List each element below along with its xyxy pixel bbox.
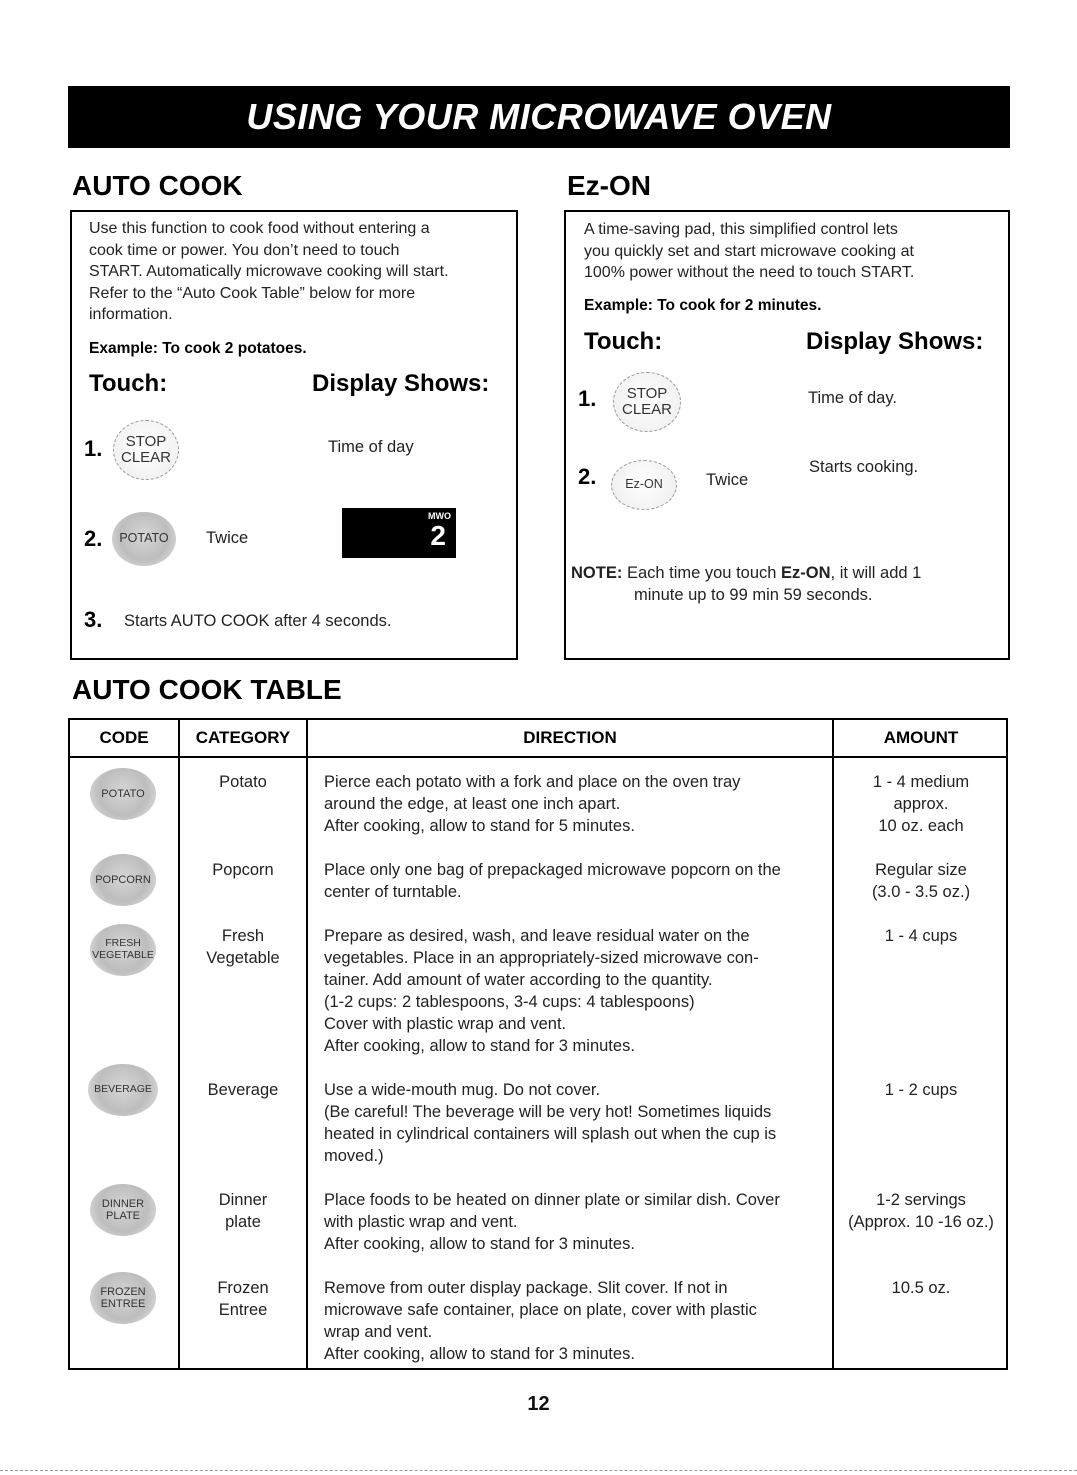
direction-line: After cooking, allow to stand for 3 minutes. [324,1235,635,1253]
step-number: 2. [84,526,103,551]
amount-line: 1 - 4 medium [872,773,970,791]
touch-heading: Touch: [89,370,168,397]
row-direction [324,859,781,903]
pad-label: FROZEN [100,1285,146,1298]
category-line: Beverage [207,1081,279,1099]
desc-line: START. Automatically microwave cooking will start. [89,263,449,280]
row-amount [834,1277,1008,1299]
row-direction [324,1079,776,1167]
frozen-entree-pad-icon [90,1272,156,1324]
row-category [180,925,306,969]
row-amount [834,1079,1008,1101]
page-number: 12 [527,1393,550,1415]
ez-on-description [584,219,914,284]
beverage-pad-icon [88,1064,158,1116]
ez-on-pad-icon [611,460,677,510]
pad-label: STOP [125,432,167,450]
popcorn-pad-icon [90,854,156,906]
note-label: NOTE: [571,564,623,582]
category-line: Entree [218,1301,268,1319]
page-banner [68,86,1010,148]
amount-line: (Approx. 10 -16 oz.) [848,1213,994,1231]
direction-line: tainer. Add amount of water according to the quantity. [324,971,713,989]
direction-line: center of turntable. [324,883,462,901]
potato-pad-icon [112,512,176,566]
direction-line: Pierce each potato with a fork and place on the oven tray [324,773,741,791]
auto-cook-example: Example: To cook 2 potatoes. [89,340,307,357]
direction-line: Cover with plastic wrap and vent. [324,1015,567,1033]
stop-clear-pad-icon [113,420,179,480]
amount-line: 10 oz. each [878,817,964,835]
row-amount [834,859,1008,903]
pad-label: DINNER [101,1197,145,1210]
auto-cook-table-title: AUTO COOK TABLE [72,674,342,705]
desc-line: Use this function to cook food without entering a [89,220,430,237]
direction-line: (1-2 cups: 2 tablespoons, 3-4 cups: 4 tablespoons) [324,993,695,1011]
direction-line: Place foods to be heated on dinner plate or similar dish. Cover [324,1191,780,1209]
pad-label: BEVERAGE [94,1083,152,1096]
header-direction: DIRECTION [523,728,617,747]
step-number: 1. [578,386,597,411]
pad-label: CLEAR [621,401,673,418]
amount-line: Regular size [875,861,967,879]
fresh-vegetable-pad-icon [90,924,156,976]
row-amount [834,1189,1008,1233]
row-category [180,771,306,793]
step-number: 3. [84,607,103,632]
footer-rule [0,1470,1077,1471]
header-amount: AMOUNT [883,728,959,747]
ez-on-note-line2: minute up to 99 min 59 seconds. [634,586,873,604]
desc-line: A time-saving pad, this simplified control lets [584,221,898,238]
display-shows-heading: Display Shows: [806,328,984,355]
display-starts-cooking: Starts cooking. [809,458,919,476]
row-category [180,1189,306,1233]
amount-line: 1 - 2 cups [884,1081,958,1099]
pad-label: STOP [626,384,668,402]
pad-label: CLEAR [120,449,172,466]
note-text: Each time you touch [626,564,782,582]
direction-line: vegetables. Place in an appropriately-sized microwave con- [324,949,759,967]
pad-label: ENTREE [100,1298,146,1310]
row-category [180,859,306,881]
desc-line: information. [89,306,173,323]
note-emphasis: Ez-ON [781,564,831,582]
amount-line: 1 - 4 cups [884,927,958,945]
pad-label: Ez-ON [625,477,663,492]
pad-label: POPCORN [95,873,151,886]
auto-cook-description [89,218,449,326]
amount-line: 10.5 oz. [891,1279,951,1297]
direction-line: (Be careful! The beverage will be very hot! Sometimes liquids [324,1103,772,1121]
row-category [180,1277,306,1321]
category-line: plate [225,1213,261,1231]
step-number: 2. [578,464,597,489]
row-amount [834,771,1008,837]
display-shows-heading: Display Shows: [312,370,490,397]
pad-label: VEGETABLE [92,949,154,961]
auto-cook-table [68,718,1008,1370]
direction-line: Prepare as desired, wash, and leave residual water on the [324,927,750,945]
category-line: Fresh [221,927,265,945]
ez-on-title: Ez-ON [567,170,651,201]
desc-line: cook time or power. You don’t need to touch [89,241,400,259]
direction-line: moved.) [324,1147,384,1165]
display-time-of-day: Time of day [328,438,414,456]
row-category [180,1079,306,1101]
display-digit: 2 [430,520,446,551]
category-line: Frozen [217,1279,269,1297]
header-code: CODE [99,728,149,747]
ez-on-note [571,564,921,583]
direction-line: with plastic wrap and vent. [324,1213,518,1231]
direction-line: After cooking, allow to stand for 3 minutes. [324,1037,635,1055]
category-line: Popcorn [212,861,274,879]
pad-label: PLATE [105,1210,141,1222]
category-line: Vegetable [206,949,280,967]
stop-clear-pad-icon [613,372,681,432]
desc-line: 100% power without the need to touch START. [584,264,915,281]
category-line: Potato [219,773,267,791]
row-direction [324,1277,757,1365]
touch-heading: Touch: [584,328,663,355]
step-text: Starts AUTO COOK after 4 seconds. [124,612,392,630]
header-category: CATEGORY [195,728,291,747]
step-action: Twice [206,529,249,547]
step-action: Twice [706,471,749,489]
header-divider [70,756,1006,758]
desc-line: you quickly set and start microwave cooking at [584,242,914,260]
direction-line: wrap and vent. [324,1323,433,1341]
row-direction [324,1189,780,1255]
direction-line: Use a wide-mouth mug. Do not cover. [324,1081,601,1099]
pad-label: FRESH [105,937,141,950]
amount-line: (3.0 - 3.5 oz.) [871,883,971,901]
dinner-plate-pad-icon [90,1184,156,1236]
amount-line: 1-2 servings [876,1191,966,1209]
oven-display [342,508,456,558]
auto-cook-title: AUTO COOK [72,170,243,201]
display-time-of-day: Time of day. [808,389,897,407]
row-direction [324,771,740,837]
row-amount [834,925,1008,947]
direction-line: Place only one bag of prepackaged microwave popcorn on the [324,861,781,879]
column-divider [306,720,308,1368]
banner-title: USING YOUR MICROWAVE OVEN [246,96,832,137]
potato-pad-icon [90,768,156,820]
pad-label: POTATO [119,531,169,546]
category-line: Dinner [218,1191,268,1209]
pad-label: POTATO [101,787,145,800]
display-mwo-label: MWO [428,511,451,521]
ez-on-example: Example: To cook for 2 minutes. [584,297,822,314]
direction-line: around the edge, at least one inch apart. [324,795,621,813]
step-number: 1. [84,436,103,461]
direction-line: After cooking, allow to stand for 3 minutes. [324,1345,635,1363]
note-text: , it will add 1 [830,564,922,582]
direction-line: microwave safe container, place on plate, cover with plastic [324,1301,757,1319]
desc-line: Refer to the “Auto Cook Table” below for more [89,284,416,302]
row-direction [324,925,759,1057]
amount-line: approx. [893,795,949,813]
direction-line: After cooking, allow to stand for 5 minutes. [324,817,635,835]
column-divider [178,720,180,1368]
direction-line: heated in cylindrical containers will splash out when the cup is [324,1125,777,1143]
direction-line: Remove from outer display package. Slit cover. If not in [324,1279,728,1297]
